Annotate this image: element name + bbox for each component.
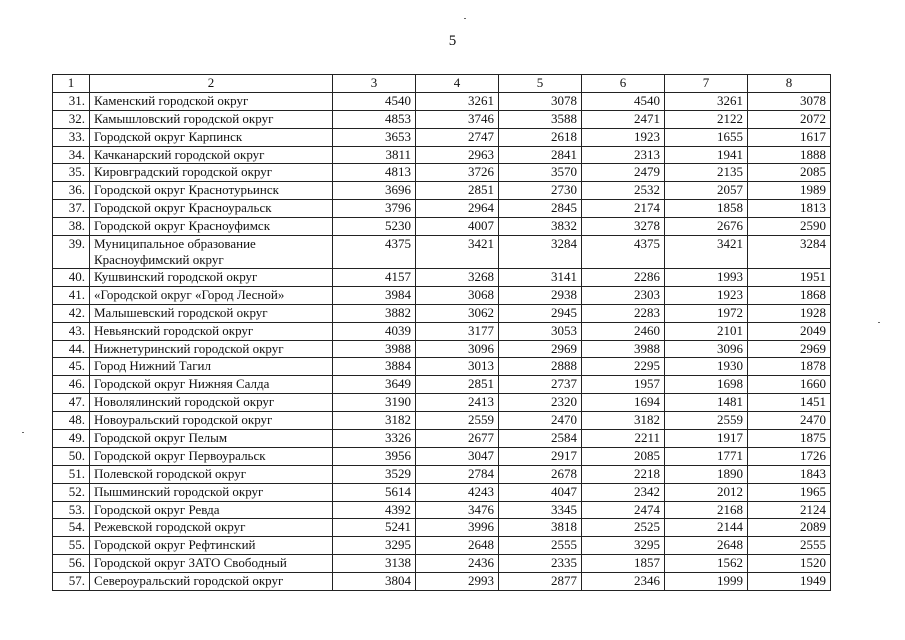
value-cell: 1875 <box>748 430 831 448</box>
page-number: 5 <box>448 33 457 49</box>
value-cell: 2584 <box>499 430 582 448</box>
value-cell: 2320 <box>499 394 582 412</box>
value-cell: 2283 <box>582 304 665 322</box>
table-row <box>53 483 831 501</box>
value-cell: 3570 <box>499 164 582 182</box>
value-cell: 3053 <box>499 322 582 340</box>
value-cell: 2342 <box>582 483 665 501</box>
value-cell: 2676 <box>665 218 748 236</box>
table-row <box>53 519 831 537</box>
table-row <box>53 200 831 218</box>
value-cell: 1726 <box>748 447 831 465</box>
value-cell: 2851 <box>416 376 499 394</box>
value-cell: 1694 <box>582 394 665 412</box>
value-cell: 3696 <box>333 182 416 200</box>
value-cell: 3882 <box>333 304 416 322</box>
value-cell: 2964 <box>416 200 499 218</box>
value-cell: 1451 <box>748 394 831 412</box>
value-cell: 3268 <box>416 269 499 287</box>
row-number: 54. <box>53 519 90 537</box>
value-cell: 3096 <box>416 340 499 358</box>
value-cell: 4039 <box>333 322 416 340</box>
value-cell: 1928 <box>748 304 831 322</box>
value-cell: 3988 <box>582 340 665 358</box>
row-number: 57. <box>53 573 90 591</box>
value-cell: 3177 <box>416 322 499 340</box>
value-cell: 2436 <box>416 555 499 573</box>
value-cell: 4392 <box>333 501 416 519</box>
value-cell: 3988 <box>333 340 416 358</box>
value-cell: 4375 <box>582 236 665 269</box>
value-cell: 3295 <box>333 537 416 555</box>
value-cell: 3421 <box>665 236 748 269</box>
table-row <box>53 164 831 182</box>
value-cell: 3984 <box>333 286 416 304</box>
row-number: 31. <box>53 92 90 110</box>
municipality-name: Кировградский городской округ <box>90 164 333 182</box>
row-number: 39. <box>53 236 90 269</box>
table-body <box>53 75 831 591</box>
value-cell: 3182 <box>333 412 416 430</box>
value-cell: 3284 <box>748 236 831 269</box>
header-cell: 4 <box>416 75 499 93</box>
value-cell: 2012 <box>665 483 748 501</box>
row-number: 34. <box>53 146 90 164</box>
value-cell: 2590 <box>748 218 831 236</box>
value-cell: 5614 <box>333 483 416 501</box>
row-number: 35. <box>53 164 90 182</box>
value-cell: 2122 <box>665 110 748 128</box>
value-cell: 2993 <box>416 573 499 591</box>
value-cell: 1965 <box>748 483 831 501</box>
value-cell: 3956 <box>333 447 416 465</box>
value-cell: 2532 <box>582 182 665 200</box>
value-cell: 1562 <box>665 555 748 573</box>
value-cell: 3047 <box>416 447 499 465</box>
municipality-name: Пышминский городской округ <box>90 483 333 501</box>
row-number: 53. <box>53 501 90 519</box>
value-cell: 3261 <box>416 92 499 110</box>
value-cell: 4375 <box>333 236 416 269</box>
value-cell: 3013 <box>416 358 499 376</box>
municipality-name: Невьянский городской округ <box>90 322 333 340</box>
municipality-name: Камышловский городской округ <box>90 110 333 128</box>
value-cell: 1617 <box>748 128 831 146</box>
municipality-name: Нижнетуринский городской округ <box>90 340 333 358</box>
value-cell: 2057 <box>665 182 748 200</box>
municipality-name: Городской округ Пелым <box>90 430 333 448</box>
row-number: 36. <box>53 182 90 200</box>
table-header-row <box>53 75 831 93</box>
value-cell: 2877 <box>499 573 582 591</box>
value-cell: 2135 <box>665 164 748 182</box>
value-cell: 1999 <box>665 573 748 591</box>
value-cell: 2313 <box>582 146 665 164</box>
table-row <box>53 501 831 519</box>
value-cell: 1941 <box>665 146 748 164</box>
value-cell: 2969 <box>748 340 831 358</box>
municipality-name: Каменский городской округ <box>90 92 333 110</box>
municipality-name: Режевской городской округ <box>90 519 333 537</box>
row-number: 38. <box>53 218 90 236</box>
value-cell: 2525 <box>582 519 665 537</box>
row-number: 48. <box>53 412 90 430</box>
value-cell: 2286 <box>582 269 665 287</box>
value-cell: 1972 <box>665 304 748 322</box>
value-cell: 3804 <box>333 573 416 591</box>
value-cell: 3746 <box>416 110 499 128</box>
value-cell: 3476 <box>416 501 499 519</box>
municipality-name: Городской округ Нижняя Салда <box>90 376 333 394</box>
value-cell: 2677 <box>416 430 499 448</box>
value-cell: 3588 <box>499 110 582 128</box>
value-cell: 1989 <box>748 182 831 200</box>
value-cell: 2559 <box>665 412 748 430</box>
scan-speck <box>878 322 880 323</box>
value-cell: 4540 <box>582 92 665 110</box>
row-number: 37. <box>53 200 90 218</box>
value-cell: 3818 <box>499 519 582 537</box>
table-row <box>53 322 831 340</box>
table-row <box>53 394 831 412</box>
value-cell: 3078 <box>499 92 582 110</box>
row-number: 41. <box>53 286 90 304</box>
value-cell: 2945 <box>499 304 582 322</box>
value-cell: 2784 <box>416 465 499 483</box>
value-cell: 2559 <box>416 412 499 430</box>
value-cell: 2851 <box>416 182 499 200</box>
value-cell: 3832 <box>499 218 582 236</box>
row-number: 55. <box>53 537 90 555</box>
value-cell: 3326 <box>333 430 416 448</box>
value-cell: 2938 <box>499 286 582 304</box>
value-cell: 2470 <box>748 412 831 430</box>
table-row <box>53 412 831 430</box>
municipality-name: Городской округ Ревда <box>90 501 333 519</box>
value-cell: 4007 <box>416 218 499 236</box>
value-cell: 2678 <box>499 465 582 483</box>
row-number: 44. <box>53 340 90 358</box>
value-cell: 3796 <box>333 200 416 218</box>
row-number: 46. <box>53 376 90 394</box>
municipality-name: Малышевский городской округ <box>90 304 333 322</box>
value-cell: 1520 <box>748 555 831 573</box>
value-cell: 2969 <box>499 340 582 358</box>
value-cell: 2479 <box>582 164 665 182</box>
value-cell: 1930 <box>665 358 748 376</box>
municipality-name: Городской округ Красноуфимск <box>90 218 333 236</box>
table-row <box>53 236 831 269</box>
value-cell: 2101 <box>665 322 748 340</box>
value-cell: 3884 <box>333 358 416 376</box>
municipality-name: Североуральский городской округ <box>90 573 333 591</box>
header-cell: 7 <box>665 75 748 93</box>
row-number: 40. <box>53 269 90 287</box>
table-row <box>53 269 831 287</box>
value-cell: 2085 <box>582 447 665 465</box>
table-row <box>53 304 831 322</box>
value-cell: 1771 <box>665 447 748 465</box>
value-cell: 2072 <box>748 110 831 128</box>
value-cell: 2555 <box>748 537 831 555</box>
value-cell: 3284 <box>499 236 582 269</box>
table-row <box>53 358 831 376</box>
value-cell: 1868 <box>748 286 831 304</box>
value-cell: 3068 <box>416 286 499 304</box>
value-cell: 1878 <box>748 358 831 376</box>
value-cell: 2648 <box>665 537 748 555</box>
table-row <box>53 146 831 164</box>
table-row <box>53 447 831 465</box>
table-row <box>53 286 831 304</box>
header-cell: 3 <box>333 75 416 93</box>
value-cell: 2049 <box>748 322 831 340</box>
value-cell: 3062 <box>416 304 499 322</box>
value-cell: 2917 <box>499 447 582 465</box>
value-cell: 2618 <box>499 128 582 146</box>
value-cell: 3138 <box>333 555 416 573</box>
value-cell: 3078 <box>748 92 831 110</box>
municipality-name: Муниципальное образование Красноуфимский округ <box>90 236 333 269</box>
value-cell: 2963 <box>416 146 499 164</box>
value-cell: 4243 <box>416 483 499 501</box>
value-cell: 3345 <box>499 501 582 519</box>
municipality-name: Городской округ Краснотурьинск <box>90 182 333 200</box>
header-cell: 8 <box>748 75 831 93</box>
value-cell: 2346 <box>582 573 665 591</box>
scan-speck <box>22 432 24 433</box>
value-cell: 3421 <box>416 236 499 269</box>
value-cell: 1655 <box>665 128 748 146</box>
value-cell: 1858 <box>665 200 748 218</box>
table-row <box>53 465 831 483</box>
row-number: 47. <box>53 394 90 412</box>
value-cell: 3653 <box>333 128 416 146</box>
table-row <box>53 110 831 128</box>
value-cell: 1923 <box>582 128 665 146</box>
table-row <box>53 340 831 358</box>
value-cell: 1951 <box>748 269 831 287</box>
municipality-name: Городской округ ЗАТО Свободный <box>90 555 333 573</box>
value-cell: 1660 <box>748 376 831 394</box>
municipality-name: Полевской городской округ <box>90 465 333 483</box>
value-cell: 1993 <box>665 269 748 287</box>
municipality-name: Городской округ Карпинск <box>90 128 333 146</box>
value-cell: 1949 <box>748 573 831 591</box>
table-row <box>53 573 831 591</box>
value-cell: 2303 <box>582 286 665 304</box>
value-cell: 1890 <box>665 465 748 483</box>
value-cell: 1923 <box>665 286 748 304</box>
row-number: 43. <box>53 322 90 340</box>
value-cell: 2335 <box>499 555 582 573</box>
value-cell: 2737 <box>499 376 582 394</box>
table-row <box>53 555 831 573</box>
header-cell: 5 <box>499 75 582 93</box>
value-cell: 3726 <box>416 164 499 182</box>
municipality-name: Городской округ Первоуральск <box>90 447 333 465</box>
value-cell: 1857 <box>582 555 665 573</box>
value-cell: 2555 <box>499 537 582 555</box>
value-cell: 2845 <box>499 200 582 218</box>
value-cell: 5241 <box>333 519 416 537</box>
value-cell: 3261 <box>665 92 748 110</box>
row-number: 32. <box>53 110 90 128</box>
municipality-name: Новоуральский городской округ <box>90 412 333 430</box>
value-cell: 1917 <box>665 430 748 448</box>
row-number: 49. <box>53 430 90 448</box>
municipality-name: Городской округ Красноуральск <box>90 200 333 218</box>
municipality-name: Качканарский городской округ <box>90 146 333 164</box>
value-cell: 2211 <box>582 430 665 448</box>
municipality-name: Город Нижний Тагил <box>90 358 333 376</box>
row-number: 33. <box>53 128 90 146</box>
row-number: 52. <box>53 483 90 501</box>
value-cell: 2888 <box>499 358 582 376</box>
value-cell: 3295 <box>582 537 665 555</box>
value-cell: 5230 <box>333 218 416 236</box>
value-cell: 3141 <box>499 269 582 287</box>
value-cell: 2144 <box>665 519 748 537</box>
value-cell: 2218 <box>582 465 665 483</box>
value-cell: 1888 <box>748 146 831 164</box>
value-cell: 2471 <box>582 110 665 128</box>
value-cell: 4853 <box>333 110 416 128</box>
table-row <box>53 218 831 236</box>
municipality-name: Новолялинский городской округ <box>90 394 333 412</box>
value-cell: 3811 <box>333 146 416 164</box>
value-cell: 1957 <box>582 376 665 394</box>
municipality-name: Кушвинский городской округ <box>90 269 333 287</box>
value-cell: 2124 <box>748 501 831 519</box>
value-cell: 2174 <box>582 200 665 218</box>
value-cell: 4813 <box>333 164 416 182</box>
row-number: 56. <box>53 555 90 573</box>
value-cell: 2089 <box>748 519 831 537</box>
value-cell: 3182 <box>582 412 665 430</box>
value-cell: 3096 <box>665 340 748 358</box>
header-cell: 2 <box>90 75 333 93</box>
value-cell: 2470 <box>499 412 582 430</box>
municipality-name: Городской округ Рефтинский <box>90 537 333 555</box>
table-row <box>53 182 831 200</box>
value-cell: 2295 <box>582 358 665 376</box>
header-cell: 6 <box>582 75 665 93</box>
value-cell: 3649 <box>333 376 416 394</box>
value-cell: 2168 <box>665 501 748 519</box>
header-cell: 1 <box>53 75 90 93</box>
value-cell: 2747 <box>416 128 499 146</box>
value-cell: 2841 <box>499 146 582 164</box>
value-cell: 4540 <box>333 92 416 110</box>
data-table <box>52 74 831 591</box>
value-cell: 1843 <box>748 465 831 483</box>
value-cell: 2085 <box>748 164 831 182</box>
value-cell: 2460 <box>582 322 665 340</box>
table-row <box>53 128 831 146</box>
table-row <box>53 92 831 110</box>
row-number: 50. <box>53 447 90 465</box>
value-cell: 4157 <box>333 269 416 287</box>
value-cell: 2648 <box>416 537 499 555</box>
row-number: 42. <box>53 304 90 322</box>
table-row <box>53 376 831 394</box>
municipality-name: «Городской округ «Город Лесной» <box>90 286 333 304</box>
value-cell: 1698 <box>665 376 748 394</box>
value-cell: 3190 <box>333 394 416 412</box>
row-number: 45. <box>53 358 90 376</box>
scan-speck <box>464 18 466 19</box>
value-cell: 3529 <box>333 465 416 483</box>
value-cell: 1813 <box>748 200 831 218</box>
value-cell: 3996 <box>416 519 499 537</box>
value-cell: 2413 <box>416 394 499 412</box>
table-row <box>53 537 831 555</box>
value-cell: 1481 <box>665 394 748 412</box>
row-number: 51. <box>53 465 90 483</box>
value-cell: 2730 <box>499 182 582 200</box>
value-cell: 2474 <box>582 501 665 519</box>
value-cell: 3278 <box>582 218 665 236</box>
table-row <box>53 430 831 448</box>
value-cell: 4047 <box>499 483 582 501</box>
